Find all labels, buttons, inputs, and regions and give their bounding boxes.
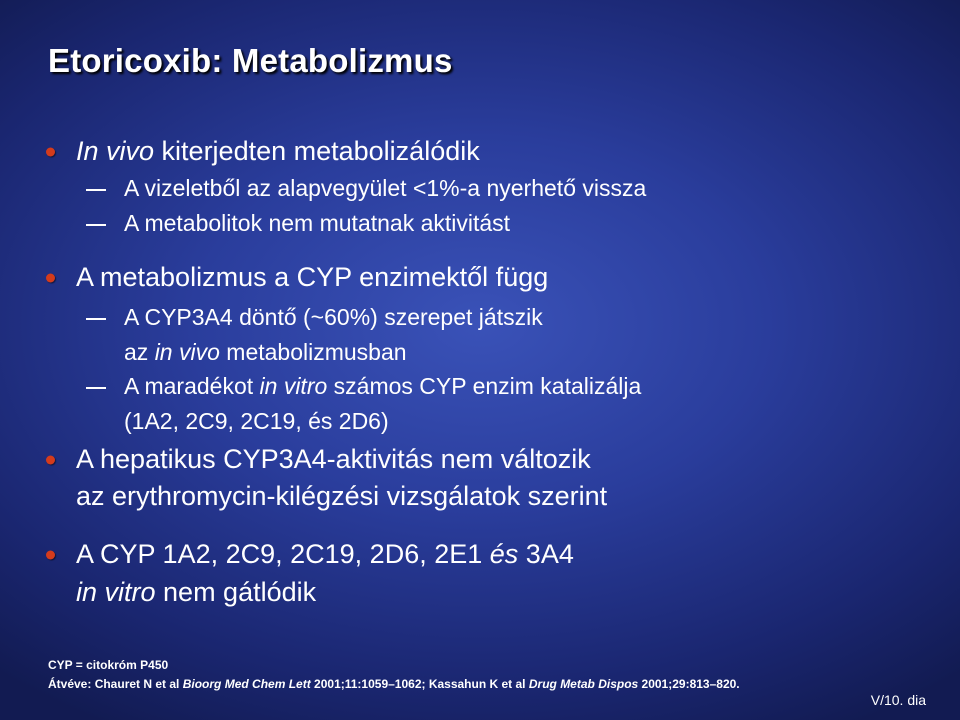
- bullet-4-line-2-italic: in vitro: [76, 577, 156, 607]
- bullet-2-text: A metabolizmus a CYP enzimektől függ: [76, 262, 549, 292]
- footnote-reference: [48, 677, 740, 691]
- sub-item-2-1-line-2-italic: in vivo: [154, 339, 220, 365]
- bullet-dot-icon: [46, 147, 55, 156]
- bullet-1-italic: In vivo: [76, 136, 155, 166]
- sub-item-1-1-text: A vizeletből az alapvegyület <1%-a nyerhető vissza: [124, 175, 647, 201]
- bullet-1-text: kiterjedten metabolizálódik: [154, 136, 480, 166]
- bullet-dot-icon: [46, 550, 55, 559]
- sub-item-1-2-text: A metabolitok nem mutatnak aktivitást: [124, 210, 511, 236]
- bullet-3-line-1: A hepatikus CYP3A4-aktivitás nem változik: [76, 444, 591, 474]
- sub-item-1-2: [124, 210, 510, 237]
- sub-item-2-1-line-1: A CYP3A4 döntő (~60%) szerepet játszik: [124, 304, 543, 330]
- sub-item-2-2-line-2: (1A2, 2C9, 2C19, és 2D6): [124, 408, 389, 434]
- bullet-item-3-cont: [76, 481, 607, 512]
- sub-item-2-2: [124, 373, 641, 400]
- sub-item-2-2-line-1-post: számos CYP enzim katalizálja: [327, 373, 642, 399]
- bullet-item-2: [76, 262, 548, 293]
- bullet-item-4: [76, 539, 574, 570]
- ref-pre: Átvéve: Chauret N et al: [48, 677, 183, 691]
- bullet-item-4-cont: [76, 577, 316, 608]
- bullet-dot-icon: [46, 273, 55, 282]
- slide-title: Etoricoxib: Metabolizmus: [48, 42, 453, 79]
- sub-item-2-1-cont: [124, 339, 407, 366]
- dash-icon: [86, 224, 106, 226]
- slide-number: V/10. dia: [870, 692, 926, 708]
- sub-item-2-1-line-2-pre: az: [124, 339, 155, 365]
- bullet-4-line-1-italic: és: [489, 539, 519, 569]
- bullet-item-3: [76, 444, 591, 475]
- bullet-dot-icon: [46, 455, 55, 464]
- ref-post: 2001;29:813–820.: [638, 677, 740, 691]
- bullet-item-1: [76, 136, 480, 167]
- bullet-3-line-2: az erythromycin-kilégzési vizsgálatok szerint: [76, 481, 608, 511]
- sub-item-2-2-cont: [124, 408, 389, 435]
- footnote-abbreviation: CYP = citokróm P450: [48, 658, 169, 672]
- ref-journal-1: Bioorg Med Chem Lett: [182, 677, 311, 691]
- sub-item-1-1: [124, 175, 646, 202]
- sub-item-2-2-line-1-pre: A maradékot: [124, 373, 260, 399]
- ref-mid: 2001;11:1059–1062; Kassahun K et al: [310, 677, 529, 691]
- sub-item-2-1-line-2-post: metabolizmusban: [219, 339, 407, 365]
- bullet-4-line-1-post: 3A4: [518, 539, 574, 569]
- dash-icon: [86, 189, 106, 191]
- sub-item-2-1: [124, 304, 543, 331]
- sub-item-2-2-line-1-italic: in vitro: [259, 373, 328, 399]
- dash-icon: [86, 387, 106, 389]
- bullet-4-line-1-pre: A CYP 1A2, 2C9, 2C19, 2D6, 2E1: [76, 539, 490, 569]
- ref-journal-2: Drug Metab Dispos: [528, 677, 639, 691]
- dash-icon: [86, 318, 106, 320]
- bullet-4-line-2-post: nem gátlódik: [155, 577, 317, 607]
